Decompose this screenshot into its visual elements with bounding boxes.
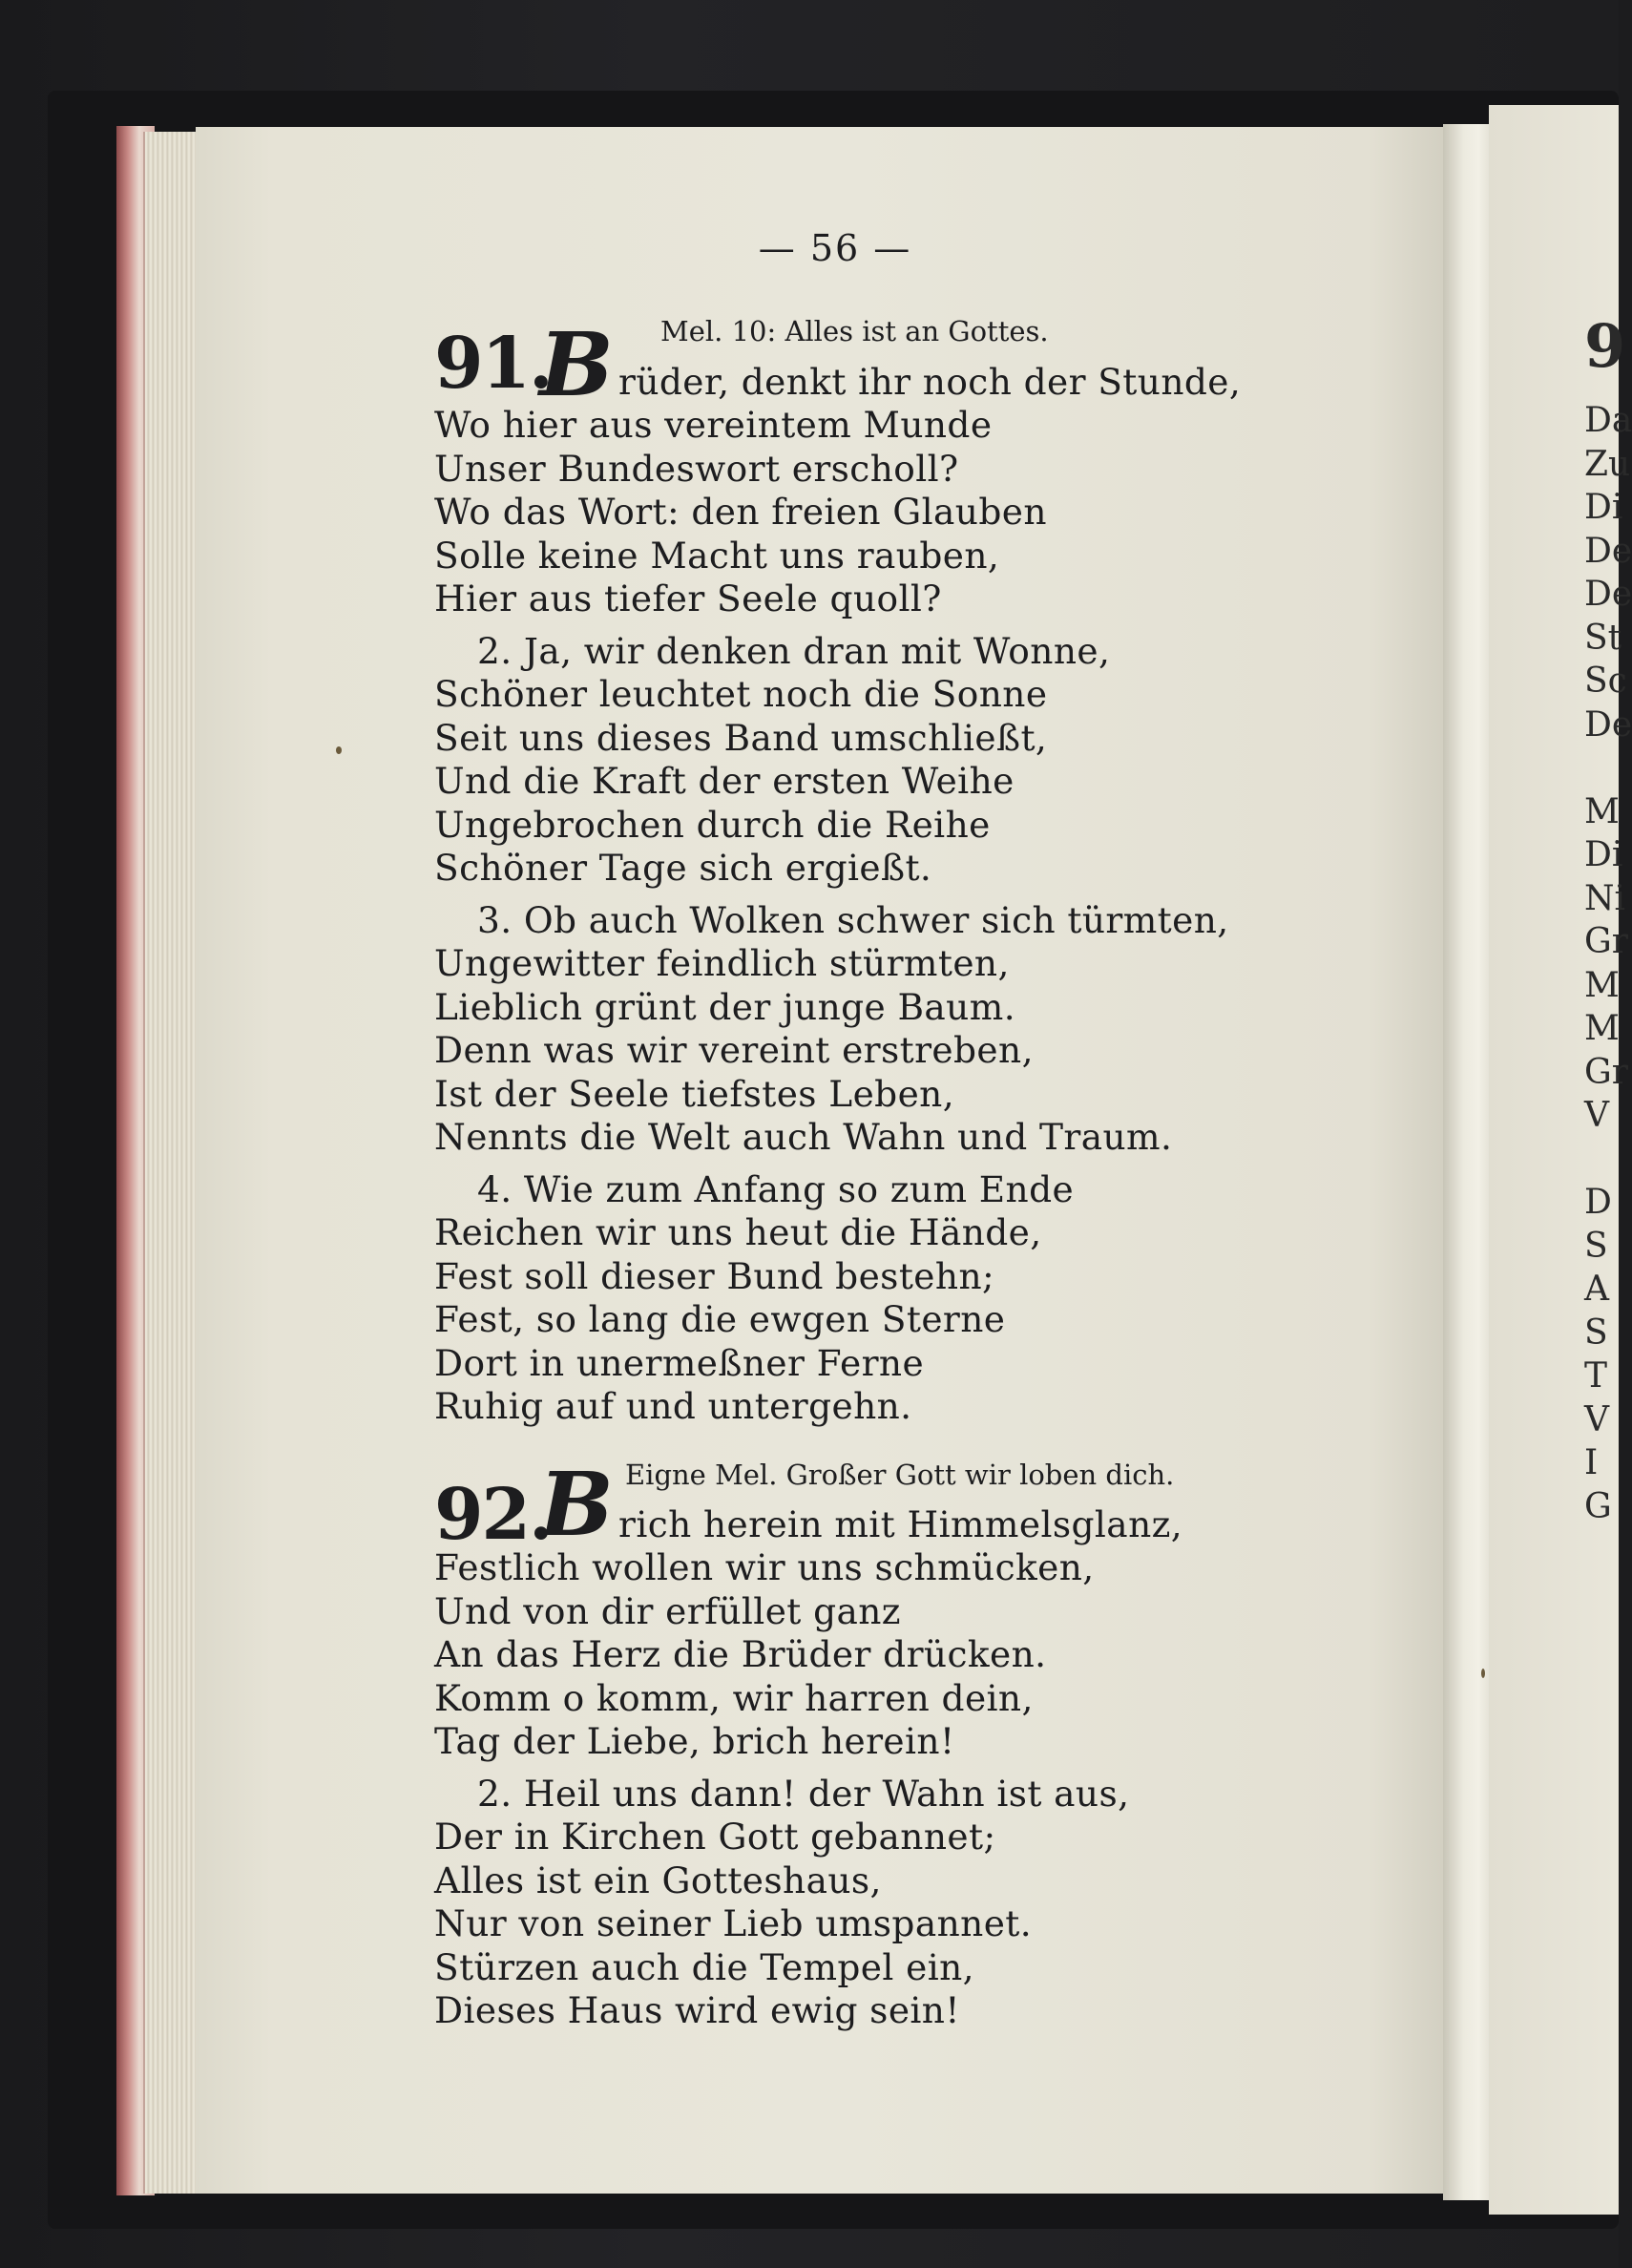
verse-line: Alles ist ein Gotteshaus, [434, 1858, 882, 1901]
verse-line: Festlich wollen wir uns schmücken, [434, 1546, 1095, 1588]
facing-page-line: Zu [1584, 444, 1631, 484]
facing-page-line: V [1584, 1096, 1609, 1135]
facing-page-line: S [1584, 1312, 1608, 1353]
facing-page-line: M [1584, 1009, 1620, 1048]
facing-page-line: D [1584, 1183, 1612, 1222]
verse-line: Ruhig auf und untergehn. [434, 1385, 912, 1427]
verse-line: Nur von seiner Lieb umspannet. [434, 1902, 1033, 1944]
hymn-92-first-line: rich herein mit Himmelsglanz, [618, 1503, 1183, 1545]
facing-page-line: M [1584, 791, 1620, 831]
paper-spot [1481, 1669, 1485, 1678]
page-stack-edge [143, 132, 202, 2194]
facing-page-line: V [1584, 1399, 1609, 1439]
facing-page-line: S [1584, 1226, 1608, 1266]
facing-page-line: St [1584, 618, 1622, 658]
verse-line: Dieses Haus wird ewig sein! [434, 1989, 960, 2031]
verse-line: Reichen wir uns heut die Hände, [434, 1211, 1042, 1253]
facing-page-line: De [1584, 575, 1632, 614]
facing-page-line: T [1584, 1356, 1608, 1396]
facing-page-line: De [1584, 704, 1632, 745]
hymn-91-initial: B [539, 313, 614, 416]
facing-page-line: Di [1584, 835, 1623, 874]
stanza-first-line: 3. Ob auch Wolken schwer sich türmten, [477, 898, 1229, 941]
hymn-92-melody: Eigne Mel. Großer Gott wir loben dich. [625, 1459, 1175, 1491]
facing-page-line: Gr [1584, 1052, 1628, 1092]
verse-line: Schöner leuchtet noch die Sonne [434, 673, 1048, 715]
facing-page-line [1584, 1138, 1632, 1182]
verse-line: Solle keine Macht uns rauben, [434, 534, 1000, 577]
hymn-92-initial: B [539, 1453, 614, 1556]
facing-page-line: Da [1584, 401, 1632, 440]
facing-page-hymn-number: 9 [1584, 311, 1626, 381]
verse-line: Seit uns dieses Band umschließt, [434, 716, 1048, 759]
facing-page-line: M [1584, 965, 1620, 1005]
verse-line: Der in Kirchen Gott gebannet; [434, 1816, 996, 1858]
facing-page-line [1584, 746, 1632, 790]
verse-line: Ungewitter feindlich stürmten, [434, 942, 1010, 984]
verse-line: Und von dir erfüllet ganz [434, 1589, 901, 1632]
facing-page-line: G [1584, 1486, 1612, 1526]
facing-page-lines [1584, 399, 1632, 1526]
facing-page-line: Di [1584, 488, 1623, 527]
facing-page-line: I [1584, 1443, 1599, 1482]
verse-line: Stürzen auch die Tempel ein, [434, 1945, 974, 1988]
verse-line: Schöner Tage sich ergießt. [434, 847, 932, 889]
verse-line: Wo hier aus vereintem Munde [434, 404, 993, 446]
hymn-91-melody: Mel. 10: Alles ist an Gottes. [660, 315, 1049, 347]
verse-line: An das Herz die Brüder drücken. [434, 1633, 1047, 1675]
verse-line: Dort in unermeßner Ferne [434, 1341, 925, 1384]
page-number: — 56 — [758, 227, 912, 269]
facing-page-line: A [1584, 1270, 1609, 1309]
paper-spot [336, 746, 342, 754]
verse-line: Nennts die Welt auch Wahn und Traum. [434, 1116, 1173, 1158]
hymn-91-first-line: rüder, denkt ihr noch der Stunde, [618, 361, 1242, 403]
verse-line: Denn was wir vereint erstreben, [434, 1029, 1034, 1071]
stanza-first-line: 4. Wie zum Anfang so zum Ende [477, 1167, 1075, 1210]
facing-page-line: Sc [1584, 662, 1627, 701]
verse-line: Fest soll dieser Bund bestehn; [434, 1254, 995, 1297]
verse-line: Komm o komm, wir harren dein, [434, 1676, 1034, 1719]
verse-line: Ungebrochen durch die Reihe [434, 803, 991, 846]
stanza-first-line: 2. Ja, wir denken dran mit Wonne, [477, 629, 1111, 672]
verse-line: Tag der Liebe, brich herein! [434, 1720, 955, 1762]
facing-page-line: Gr [1584, 922, 1628, 961]
verse-line: Und die Kraft der ersten Weihe [434, 760, 1015, 802]
verse-line: Fest, so lang die ewgen Sterne [434, 1298, 1006, 1340]
facing-page-line: De [1584, 531, 1632, 571]
verse-line: Lieblich grünt der junge Baum. [434, 985, 1016, 1028]
verse-line: Wo das Wort: den freien Glauben [434, 491, 1047, 533]
verse-line: Unser Bundeswort erscholl? [434, 447, 959, 490]
hymn-92-number: 92. [434, 1474, 552, 1556]
hymn-91-number: 91. [434, 323, 552, 405]
verse-line: Hier aus tiefer Seele quoll? [434, 578, 942, 620]
facing-page-line: Ni [1584, 878, 1626, 918]
verse-line: Ist der Seele tiefstes Leben, [434, 1072, 955, 1115]
stanza-first-line: 2. Heil uns dann! der Wahn ist aus, [477, 1772, 1130, 1815]
